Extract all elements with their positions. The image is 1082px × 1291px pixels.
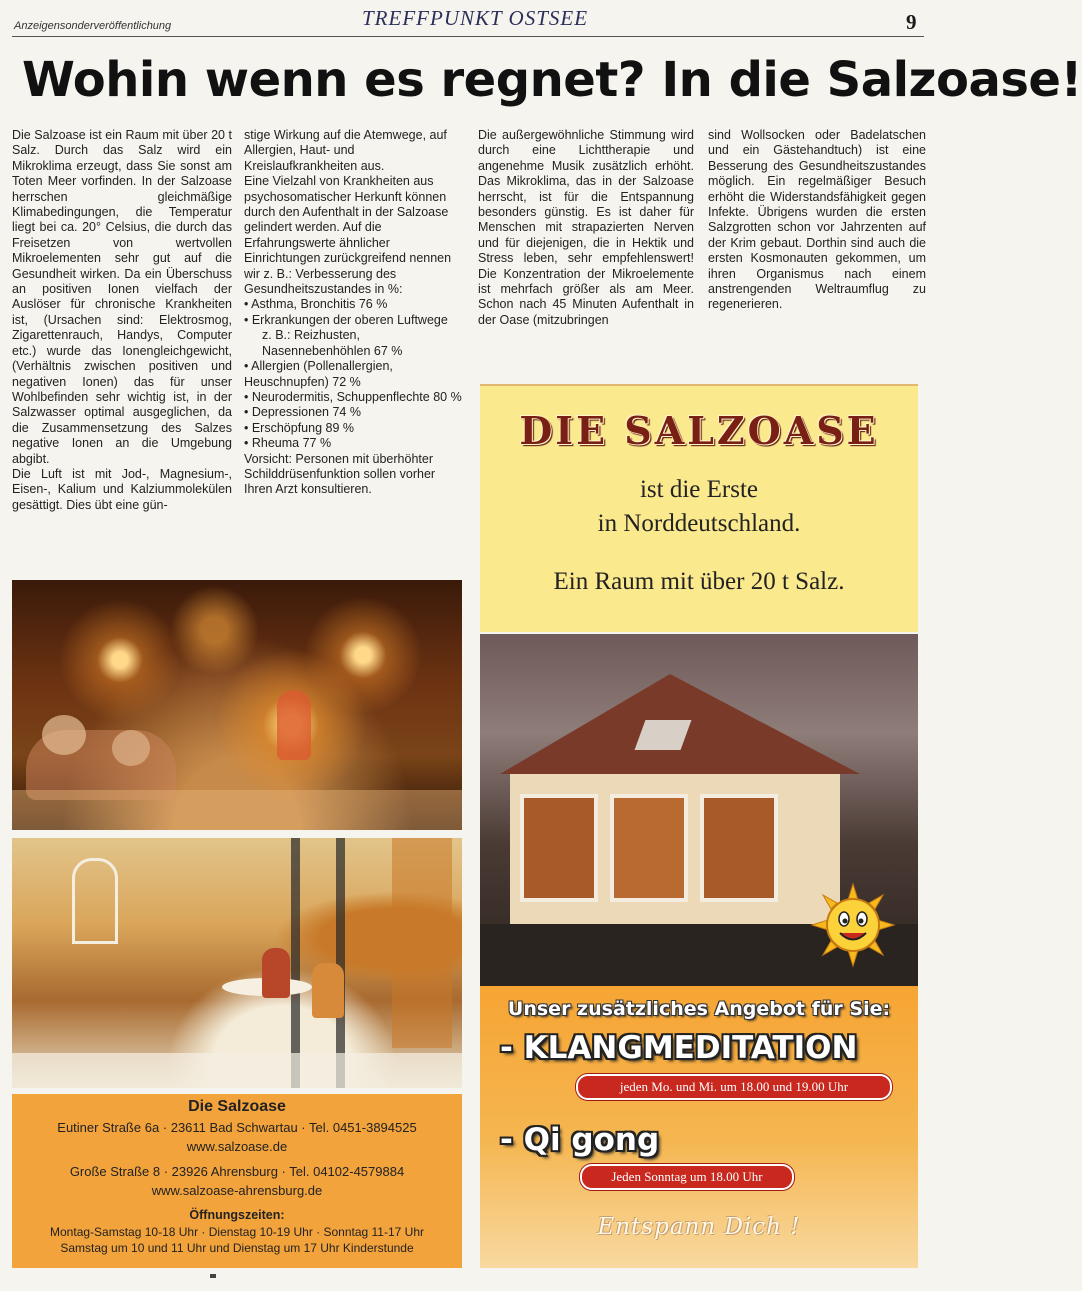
address-ahrensburg: Große Straße 8 · 23926 Ahrensburg · Tel. 04102-4579884 — [69, 1164, 405, 1179]
offers-heading: Unser zusätzliches Angebot für Sie: — [507, 998, 891, 1020]
article-paragraph: Vorsicht: Personen mit überhöhter Schilddrüsenfunktion sollen vorher Ihren Arzt konsultieren. — [244, 451, 436, 497]
list-item: • Rheuma 77 % — [244, 436, 332, 451]
publication-title: TREFFPUNKT OSTSEE — [362, 6, 589, 30]
hours-line-1: Montag-Samstag 10-18 Uhr · Dienstag 10-19 Uhr · Sonntag 11-17 Uhr — [50, 1225, 424, 1239]
address-bad-schwartau: Eutiner Straße 6a · 23611 Bad Schwartau · Tel. 0451-3894525 — [57, 1120, 417, 1135]
ad-title: DIE SALZOASE — [519, 408, 879, 453]
article-paragraph: Eine Vielzahl von Krankheiten aus psychosomatischer Herkunft können durch den Aufenthalt in der Salzoase gelindert werden. Auf die Erfahrungswerte ähnlicher Einrichtungen zurückgreifend nennen wir z. B.: Verbesserung des Gesundheitszustandes in %: — [244, 174, 452, 297]
article-column-3 — [478, 128, 694, 328]
ad-line-1: ist die Erste — [639, 476, 759, 503]
article-paragraph: stige Wirkung auf die Atemwege, auf Allergien, Haut- und Kreislaufkrankheiten aus. — [244, 128, 447, 173]
health-stats-list — [244, 297, 462, 451]
list-item: • Erkrankungen der oberen Luftwege — [244, 312, 448, 327]
salzoase-advertisement — [480, 384, 918, 632]
ad-slogan: Entspann Dich ! — [597, 1214, 801, 1240]
offers-panel — [480, 986, 918, 1268]
supplement-label: Anzeigensonderveröffentlichung — [14, 20, 172, 32]
salt-oasis-room-photo — [12, 838, 462, 1088]
article-column-1 — [12, 128, 232, 513]
article-column-2 — [244, 128, 462, 498]
article-paragraph: sind Wollsocken oder Badelatschen und ein Gästehandtuch) ist eine Besserung des Gesundheitszustandes möglich. Ein regelmäßiger Besuch erhöht die Widerstandsfähigkeit gegen Infekte. Übrigens wurden die ersten Salzgrotten schon vor Jahrzenten auf der Krim gebaut. Dorthin sind auch die ersten Kosmonauten gekommen, um ihren Organismus nach einem anstrengenden Weltraumflug zu regenerieren. — [708, 128, 926, 312]
list-item: • Erschöpfung 89 % — [244, 420, 354, 435]
list-item: z. B.: Reizhusten, Nasennebenhöhlen 67 % — [262, 328, 403, 358]
offer-qigong: - Qi gong — [500, 1122, 660, 1158]
list-item: • Depressionen 74 % — [244, 405, 361, 420]
website-link-2[interactable]: www.salzoase-ahrensburg.de — [151, 1183, 323, 1198]
list-item: • Neurodermitis, Schuppenflechte 80 % — [244, 389, 462, 404]
article-headline: Wohin wenn es regnet? In die Salzoase! — [22, 52, 1082, 108]
offer-klangmeditation: - KLANGMEDITATION — [500, 1030, 858, 1066]
article-column-4 — [708, 128, 926, 313]
offer-klangmeditation-time: jeden Mo. und Mi. um 18.00 und 19.00 Uhr — [576, 1074, 892, 1100]
hours-line-2: Samstag um 10 und 11 Uhr und Dienstag um 17 Uhr Kinderstunde — [60, 1241, 414, 1255]
ad-line-3: Ein Raum mit über 20 t Salz. — [553, 568, 845, 595]
list-item: • Allergien (Pollenallergien, Heuschnupfen) 72 % — [244, 359, 393, 389]
offer-qigong-time: Jeden Sonntag um 18.00 Uhr — [580, 1164, 794, 1190]
salt-oasis-building-photo — [480, 634, 918, 986]
hours-title: Öffnungszeiten: — [189, 1208, 285, 1222]
article-paragraph: Die Luft ist mit Jod-, Magnesium-, Eisen-, Kalium und Kalziummolekülen gesättigt. Dies übt eine gün- — [12, 466, 232, 512]
article-paragraph: Die Salzoase ist ein Raum mit über 20 t Salz. Durch das Salz wird ein Mikroklima erzeugt, dass Sie sonst am Toten Meer vorfinden. In der Salzoase herrschen gleichmäßige Klimabedingungen, die Temperatur liegt bei ca. 20° Celsius, die durch das Freisetzen von wertvollen Mikroelementen sehr gut auf die Gesundheit wirken. Da ein Überschuss an positiven Ionen vielfach der Auslöser für chronische Krankheiten ist, (Ursachen sind: Elektrosmog, Zigarettenrauch, Handys, Computer etc.) wurde das Ionengleichgewicht, (Verhältnis zwischen positiven und negativen Ionen) das für unser Wohlbefinden sehr wichtig ist, in der Salzwasser optimal ausgeglichen, da die Zusammensetzung des Salzes negative Ionen an die Umgebung abgibt. — [12, 128, 232, 466]
ad-line-2: in Norddeutschland. — [597, 510, 801, 537]
website-link-1[interactable]: www.salzoase.de — [186, 1139, 288, 1154]
smiling-sun-icon — [810, 882, 896, 968]
business-name: Die Salzoase — [188, 1098, 286, 1115]
address-box — [12, 1094, 462, 1268]
article-paragraph: Die außergewöhnliche Stimmung wird durch eine Lichttherapie und angenehme Musik zusätzlich erhöht. Das Mikroklima, das in der Salzoase herrscht, ist für die Entspannung besonders günstig. Es ist daher für Menschen mit strapazierten Nerven und für diejenigen, die in Hektik und Stress leben, sehr empfehlenswert! Die Konzentration der Mikroelemente ist mehrfach größer als am Meer. Schon nach 45 Minuten Aufenthalt in der Oase (mitzubringen — [478, 128, 694, 327]
header-divider — [12, 36, 924, 37]
list-item: • Asthma, Bronchitis 76 % — [244, 297, 388, 312]
page-number: 9 — [906, 10, 917, 34]
page-mark — [210, 1274, 216, 1278]
salt-cave-photo — [12, 580, 462, 830]
